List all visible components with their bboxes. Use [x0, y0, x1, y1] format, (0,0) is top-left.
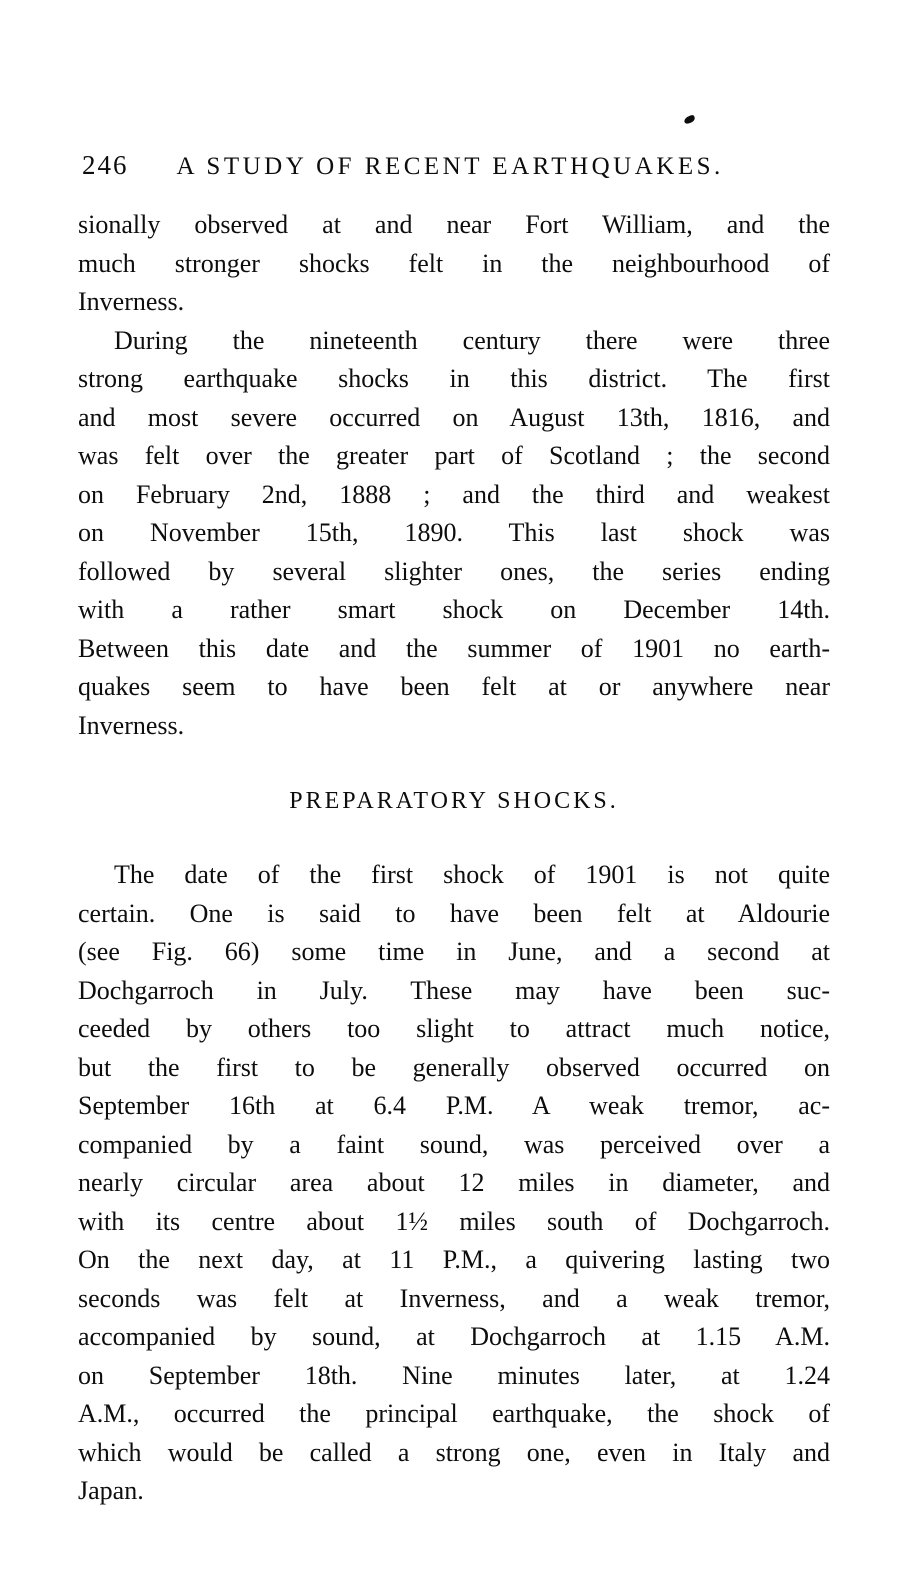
text-line: The date of the first shock of 1901 is not quite — [114, 860, 830, 889]
text-line: and most severe occurred on August 13th, 1816, and — [78, 402, 830, 432]
body-text-lower — [78, 856, 830, 1511]
text-line: certain. One is said to have been felt at Aldourie — [78, 898, 830, 928]
text-line: strong earthquake shocks in this district. The first — [78, 364, 830, 393]
ink-speck — [683, 114, 696, 124]
text-line: During the nineteenth century there were three — [114, 325, 830, 355]
text-line: Inverness. — [78, 710, 185, 740]
text-line: which would be called a strong one, even in Italy and — [78, 1437, 830, 1467]
text-line: September 16th at 6.4 P.M. A weak tremor, ac- — [78, 1091, 830, 1120]
text-line: nearly circular area about 12 miles in diameter, and — [78, 1168, 830, 1197]
page-number: 246 — [82, 150, 129, 180]
text-line: with its centre about 1½ miles south of Dochgarroch. — [78, 1206, 830, 1236]
body-text-upper — [78, 206, 830, 745]
text-line: On the next day, at 11 P.M., a quivering lasting two — [78, 1245, 830, 1274]
text-line: much stronger shocks felt in the neighbourhood of — [78, 248, 830, 278]
text-line: Between this date and the summer of 1901 no earth- — [78, 633, 830, 663]
text-line: but the first to be generally observed occurred on — [78, 1052, 830, 1082]
text-line: quakes seem to have been felt at or anywhere near — [78, 672, 830, 701]
text-line: with a rather smart shock on December 14th. — [78, 595, 830, 624]
text-line: on September 18th. Nine minutes later, at 1.24 — [78, 1360, 830, 1390]
running-title: A STUDY OF RECENT EARTHQUAKES. — [176, 153, 724, 180]
page-header — [82, 150, 830, 181]
text-line: accompanied by sound, at Dochgarroch at 1.15 A.M. — [78, 1322, 830, 1351]
text-line: followed by several slighter ones, the series ending — [78, 556, 830, 586]
text-line: Dochgarroch in July. These may have been suc- — [78, 975, 830, 1005]
text-line: on February 2nd, 1888 ; and the third and weakest — [78, 479, 830, 509]
text-line: on November 15th, 1890. This last shock was — [78, 518, 830, 547]
text-line: Inverness. — [78, 287, 185, 316]
text-line: sionally observed at and near Fort William, and the — [78, 210, 830, 239]
text-line: ceeded by others too slight to attract much notice, — [78, 1014, 830, 1043]
text-line: A.M., occurred the principal earthquake, the shock of — [78, 1399, 830, 1428]
text-line: Japan. — [78, 1476, 144, 1505]
text-line: (see Fig. 66) some time in June, and a second at — [78, 937, 830, 966]
text-line: seconds was felt at Inverness, and a weak tremor, — [78, 1283, 830, 1313]
text-line: was felt over the greater part of Scotland ; the second — [78, 441, 830, 470]
section-heading: PREPARATORY SHOCKS. — [289, 788, 619, 814]
text-line: companied by a faint sound, was perceived over a — [78, 1129, 830, 1159]
